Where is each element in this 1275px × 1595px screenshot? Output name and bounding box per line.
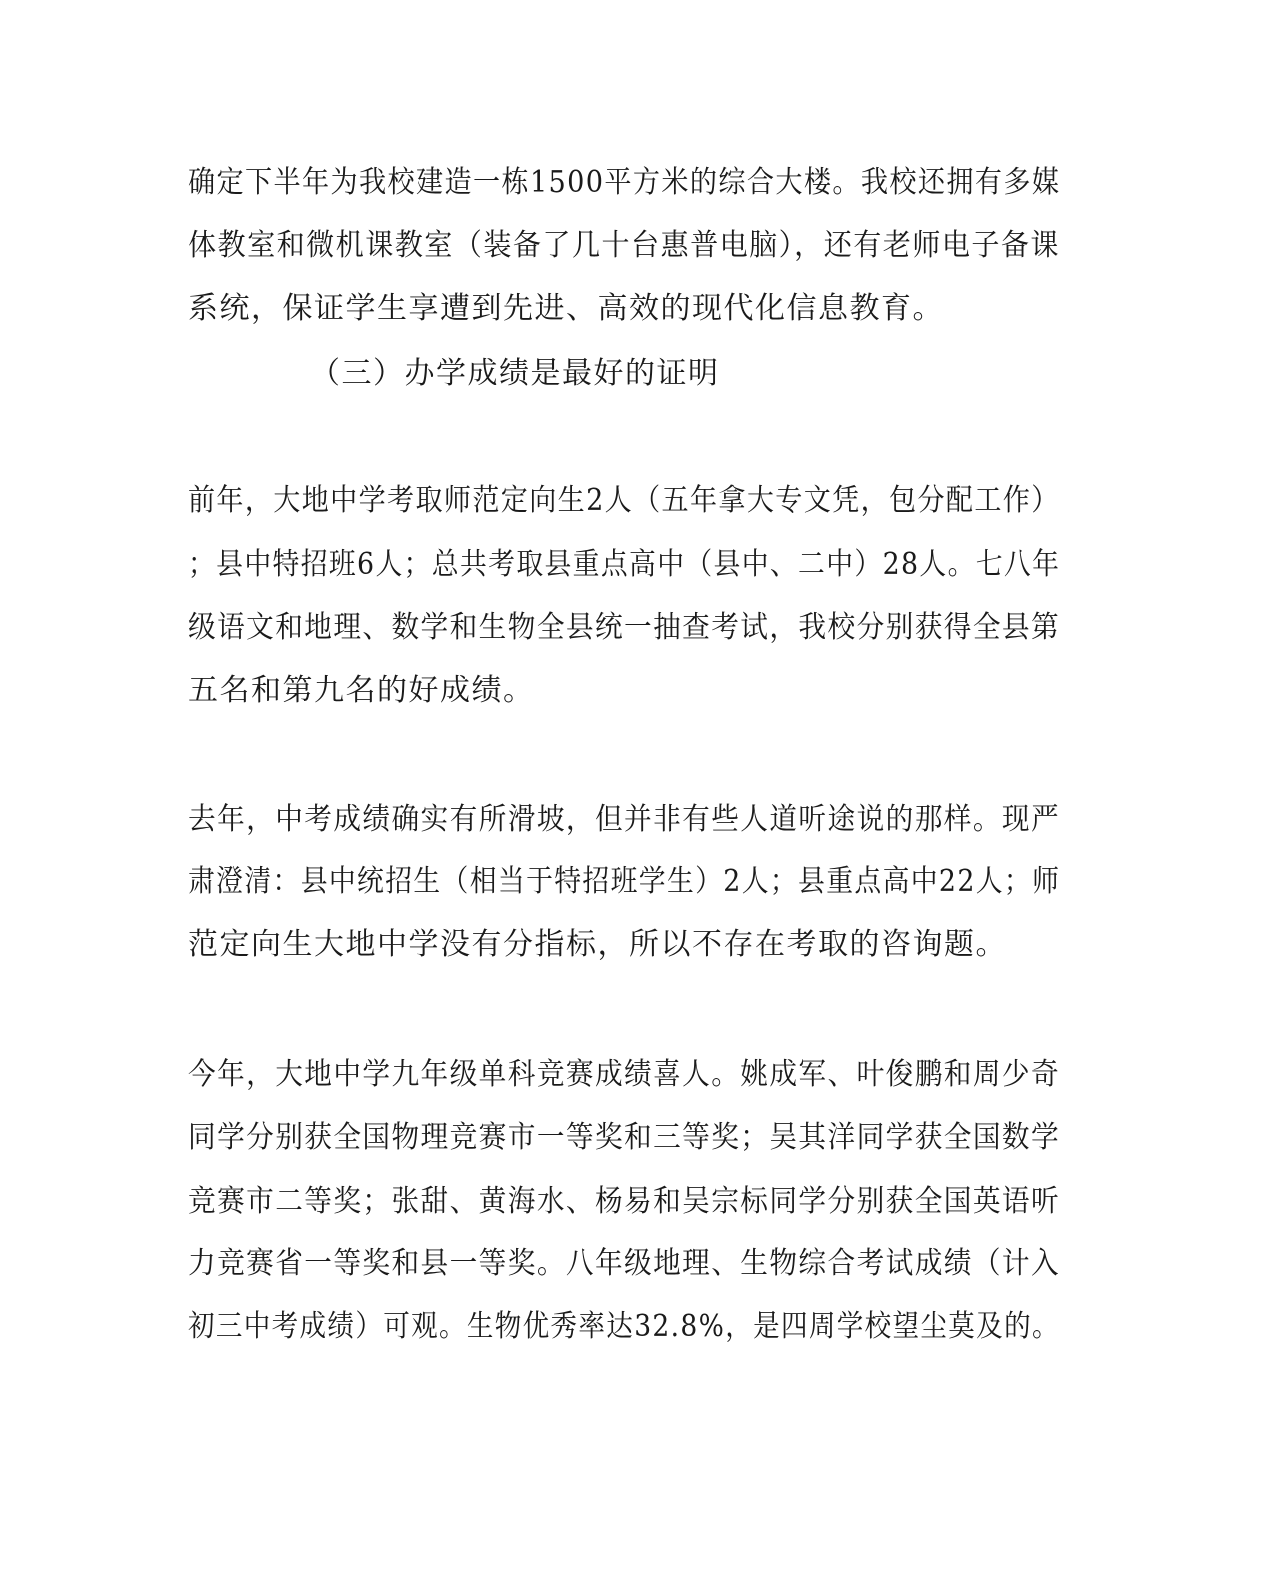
text-line: 竞赛市二等奖；张甜、黄海水、杨易和吴宗标同学分别获全国英语听 <box>188 1184 1061 1219</box>
text-line: 体教室和微机课教室（装备了几十台惠普电脑），还有老师电子备课 <box>188 228 1060 263</box>
text-line: 级语文和地理、数学和生物全县统一抽查考试，我校分别获得全县第 <box>188 610 1061 645</box>
text-line: 前年，大地中学考取师范定向生2人（五年拿大专文凭，包分配工作） <box>188 483 1060 518</box>
text-line: 今年，大地中学九年级单科竞赛成绩喜人。姚成军、叶俊鹏和周少奇 <box>188 1057 1061 1092</box>
text-line: 初三中考成绩）可观。生物优秀率达32.8%，是四周学校望尘莫及的。 <box>188 1309 1060 1344</box>
text-line: 范定向生大地中学没有分指标，所以不存在考取的咨询题。 <box>188 927 1007 962</box>
text-line: 力竞赛省一等奖和县一等奖。八年级地理、生物综合考试成绩（计入 <box>188 1246 1061 1281</box>
text-line: ；县中特招班6人；总共考取县重点高中（县中、二中）28人。七八年 <box>188 547 1061 582</box>
text-line: 系统，保证学生享遭到先进、高效的现代化信息教育。 <box>188 291 944 326</box>
text-line: 五名和第九名的好成绩。 <box>188 673 535 708</box>
section-heading: （三）办学成绩是最好的证明 <box>310 356 720 391</box>
text-line: 同学分别获全国物理竞赛市一等奖和三等奖；吴其洋同学获全国数学 <box>188 1120 1061 1155</box>
text-line: 去年，中考成绩确实有所滑坡，但并非有些人道听途说的那样。现严 <box>188 802 1061 837</box>
text-line: 确定下半年为我校建造一栋1500平方米的综合大楼。我校还拥有多媒 <box>188 165 1061 200</box>
text-line: 肃澄清：县中统招生（相当于特招班学生）2人；县重点高中22人；师 <box>188 864 1061 899</box>
